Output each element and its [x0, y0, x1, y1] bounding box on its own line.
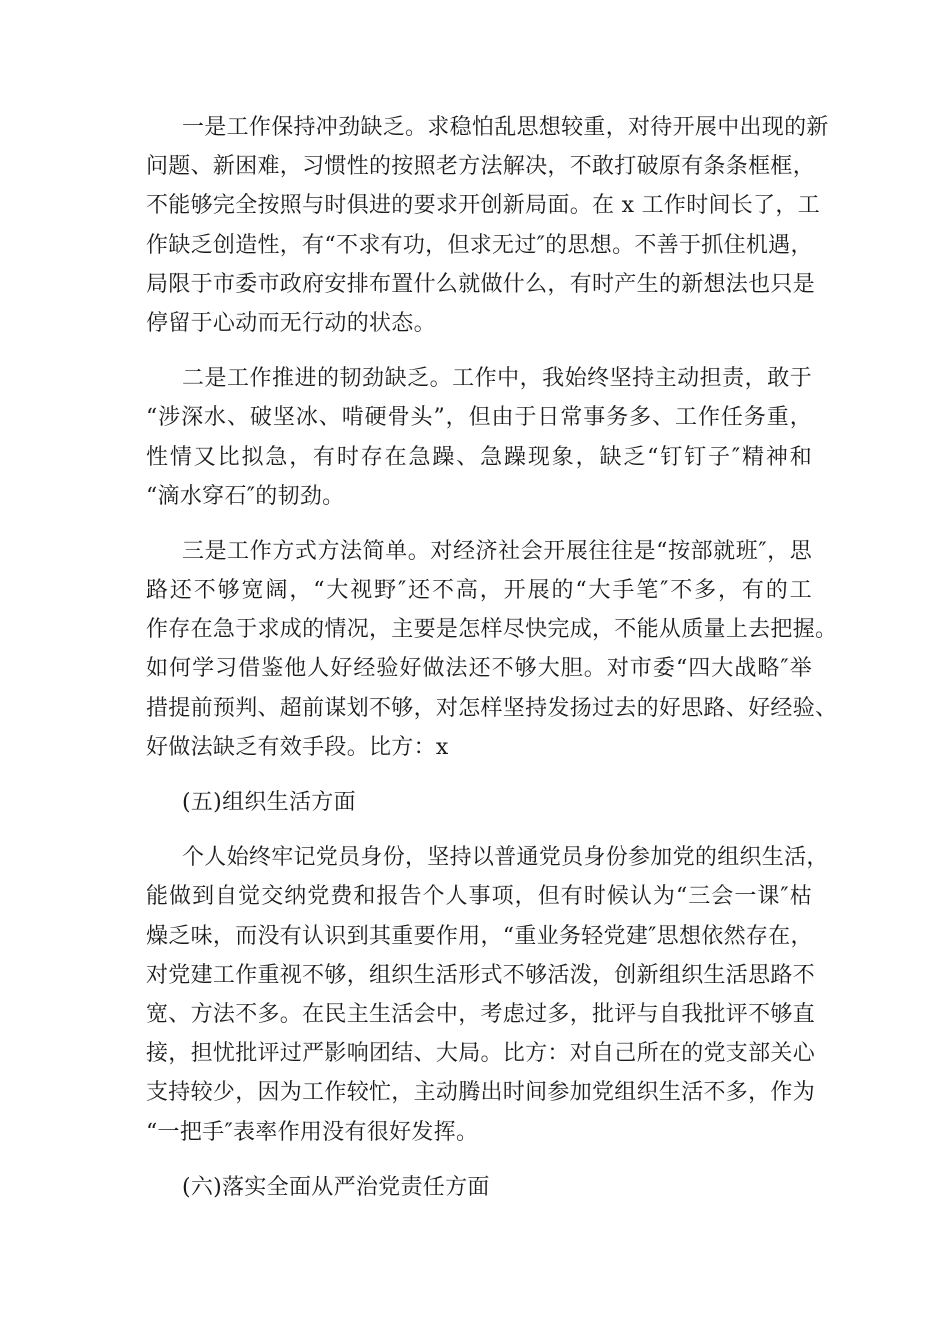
text-line: 个人始终牢记党员身份，坚持以普通党员身份参加党的组织生活， — [182, 845, 829, 871]
text-line: 能做到自觉交纳党费和报告个人事项，但有时候认为“三会一课″枯 — [146, 884, 812, 910]
text-line: 好做法缺乏有效手段。比方：x — [146, 734, 449, 760]
text-line: 路还不够宽阔，“大视野″还不高，开展的“大手笔″不多，有的工 — [146, 578, 812, 604]
text-line: 燥乏味，而没有认识到其重要作用，“重业务轻党建″思想依然存在， — [146, 923, 813, 949]
text-line: 问题、新困难，习惯性的按照老方法解决，不敢打破原有条条框框， — [146, 154, 816, 180]
section-heading-party-governance — [146, 1168, 812, 1207]
document-page — [146, 108, 838, 1223]
text-line: 停留于心动而无行动的状态。 — [146, 310, 436, 336]
paragraph-work-tenacity — [146, 359, 812, 516]
text-line: 作缺乏创造性，有“不求有功，但求无过″的思想。不善于抓住机遇， — [146, 232, 813, 258]
text-line: 二是工作推进的韧劲缺乏。工作中，我始终坚持主动担责，敢于 — [182, 366, 812, 392]
text-line: 一是工作保持冲劲缺乏。求稳怕乱思想较重，对待开展中出现的新 — [182, 115, 829, 140]
text-line: 不能够完全按照与时俱进的要求开创新局面。在 x 工作时间长了，工 — [146, 193, 820, 219]
text-line: “涉深水、破坚冰、啃硬骨头”，但由于日常事务多、工作任务重， — [146, 405, 812, 431]
section-heading-organizational-life — [146, 783, 812, 822]
heading-text: (五)组织生活方面 — [182, 790, 356, 815]
text-line: 如何学习借鉴他人好经验好做法还不够大胆。对市委“四大战略″举 — [146, 656, 812, 682]
text-line: 宽、方法不多。在民主生活会中，考虑过多，批评与自我批评不够直 — [146, 1001, 816, 1027]
paragraph-organizational-life — [146, 838, 829, 1152]
text-line: 接，担忧批评过严影响团结、大局。比方：对自己所在的党支部关心 — [146, 1041, 816, 1067]
text-line: 作存在急于求成的情况，主要是怎样尽快完成，不能从质量上去把握。 — [146, 617, 838, 643]
text-line: “一把手″表率作用没有很好发挥。 — [146, 1119, 479, 1145]
text-line: “滴水穿石″的韧劲。 — [146, 483, 345, 509]
text-line: 三是工作方式方法简单。对经济社会开展往往是“按部就班″，思 — [182, 538, 812, 564]
heading-text: (六)落实全面从严治党责任方面 — [182, 1174, 490, 1200]
text-line: 支持较少，因为工作较忙，主动腾出时间参加党组织生活不多，作为 — [146, 1080, 816, 1106]
paragraph-work-methods — [146, 532, 838, 767]
text-line: 局限于市委市政府安排布置什么就做什么，有时产生的新想法也只是 — [146, 271, 816, 297]
text-line: 措提前预判、超前谋划不够，对怎样坚持发扬过去的好思路、好经验、 — [146, 695, 838, 721]
text-line: 对党建工作重视不够，组织生活形式不够活泼，创新组织生活思路不 — [146, 962, 816, 988]
text-line: 性情又比拟急，有时存在急躁、急躁现象，缺乏“钉钉子″精神和 — [146, 444, 812, 470]
paragraph-work-drive — [146, 108, 829, 343]
